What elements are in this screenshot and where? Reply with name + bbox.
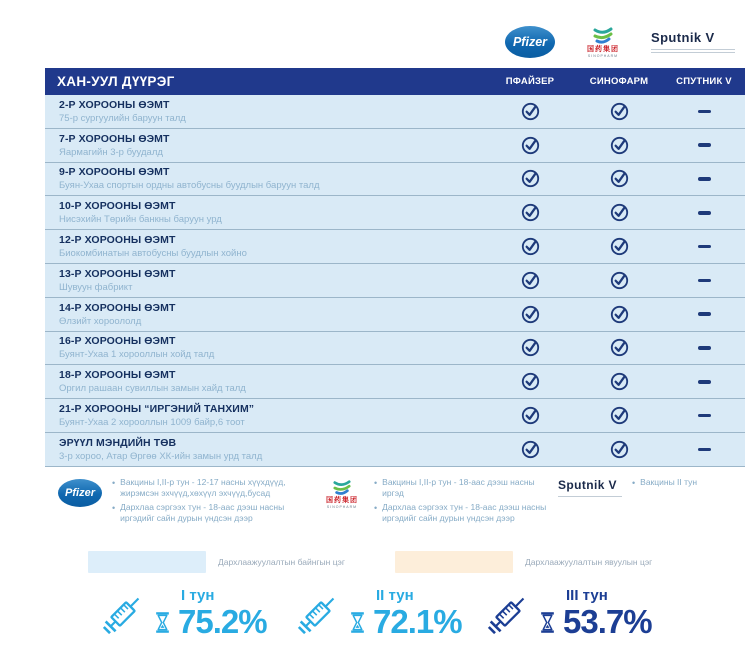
- note-item: [374, 477, 558, 500]
- cell-sputnik: [663, 346, 745, 350]
- site-address: Буянт-Ухаа 1 хорооллын хойд талд: [59, 349, 215, 361]
- dose-label: III тун: [566, 587, 608, 605]
- dash-icon: [698, 211, 711, 215]
- site-cell: [45, 268, 485, 293]
- cell-sinopharm: [575, 135, 663, 156]
- site-name: 18-Р ХОРООНЫ ӨЭМТ: [59, 369, 176, 382]
- dash-icon: [698, 312, 711, 316]
- check-icon: [609, 337, 630, 358]
- site-address: Биокомбинатын автобусны буудлын хойно: [59, 248, 247, 260]
- cell-sinopharm: [575, 439, 663, 460]
- cell-sputnik: [663, 245, 745, 249]
- site-address: Өлзийт хороололд: [59, 315, 142, 327]
- table-body: [45, 95, 745, 467]
- site-name: 13-Р ХОРООНЫ ӨЭМТ: [59, 267, 176, 280]
- sinopharm-logo: [320, 479, 364, 509]
- sputnik-notes: [632, 477, 697, 489]
- hourglass-icon: [538, 611, 557, 634]
- dash-icon: [698, 143, 711, 147]
- dose-label: II тун: [376, 587, 414, 605]
- sputnik-logo-text: Sputnik V: [651, 30, 715, 45]
- site-address: Буян-Ухаа спортын ордны автобусны буудлын баруун талд: [59, 180, 320, 192]
- table-header: [45, 68, 745, 95]
- cell-sputnik: [663, 110, 745, 114]
- sputnik-logo: [651, 31, 735, 53]
- table-row: [45, 365, 745, 399]
- column-header-pfizer: ПФАЙЗЕР: [505, 76, 555, 87]
- check-icon: [520, 101, 541, 122]
- cell-sputnik: [663, 177, 745, 181]
- syringe-icon: [95, 586, 151, 642]
- hourglass-icon: [348, 611, 367, 634]
- district-title: ХАН-УУЛ ДҮҮРЭГ: [57, 74, 175, 89]
- stat-dose-3: [480, 586, 652, 642]
- sinopharm-cn-text: 国药集团: [587, 46, 619, 54]
- permanent-point-swatch: [88, 551, 206, 573]
- cell-sinopharm: [575, 304, 663, 325]
- site-address: Оргил рашаан сувиллын замын хайд талд: [59, 383, 246, 395]
- site-name: 2-Р ХОРООНЫ ӨЭМТ: [59, 98, 170, 111]
- cell-pfizer: [485, 439, 575, 460]
- sputnik-logo: [558, 479, 622, 497]
- check-icon: [609, 236, 630, 257]
- bullet-icon: •: [374, 478, 378, 488]
- sputnik-note-group: [558, 477, 697, 497]
- check-icon: [609, 439, 630, 460]
- dash-icon: [698, 110, 711, 114]
- site-name: 12-Р ХОРООНЫ ӨЭМТ: [59, 234, 176, 247]
- site-cell: [45, 369, 485, 394]
- check-icon: [520, 236, 541, 257]
- mobile-point-swatch: [395, 551, 513, 573]
- cell-pfizer: [485, 135, 575, 156]
- pfizer-logo: [58, 479, 102, 507]
- sinopharm-note-group: [320, 477, 558, 525]
- check-icon: [609, 270, 630, 291]
- permanent-point-label: Дархлаажуулалтын байнгын цэг: [218, 557, 345, 567]
- cell-sputnik: [663, 380, 745, 384]
- sinopharm-mark-icon: [331, 479, 353, 497]
- cell-sinopharm: [575, 101, 663, 122]
- site-cell: [45, 99, 485, 124]
- sinopharm-logo: [581, 26, 625, 58]
- site-address: 3-р хороо, Атар Өргөө ХК-ийн замын урд талд: [59, 450, 263, 462]
- dose-percent: 53.7%: [563, 602, 652, 640]
- bullet-icon: •: [374, 502, 378, 513]
- note-text: Дархлаа сэргээх тун - 18-аас дээш насны иргэдийг сайн дурын үндсэн дээр: [382, 501, 547, 524]
- permanent-point-legend: [88, 551, 345, 573]
- pfizer-note-group: [58, 477, 320, 525]
- site-cell: [45, 166, 485, 191]
- sinopharm-notes: [374, 477, 558, 525]
- table-row: [45, 230, 745, 264]
- table-row: [45, 95, 745, 129]
- sinopharm-mark-icon: [591, 26, 615, 46]
- vaccine-notes-legend: [58, 477, 697, 525]
- sputnik-tagline-lines: [558, 494, 622, 497]
- stat-dose-2: [290, 586, 480, 642]
- sputnik-logo-text: Sputnik V: [558, 478, 617, 492]
- bullet-icon: •: [112, 478, 116, 488]
- cell-pfizer: [485, 405, 575, 426]
- dash-icon: [698, 380, 711, 384]
- table-row: [45, 433, 745, 467]
- column-header-sputnik: СПУТНИК V: [676, 76, 732, 87]
- site-name: 10-Р ХОРООНЫ ӨЭМТ: [59, 200, 176, 213]
- note-item: [374, 502, 558, 525]
- dash-icon: [698, 448, 711, 452]
- bullet-icon: •: [632, 478, 636, 488]
- dose-label: I тун: [181, 587, 215, 605]
- cell-pfizer: [485, 236, 575, 257]
- check-icon: [520, 202, 541, 223]
- table-row: [45, 163, 745, 197]
- cell-sputnik: [663, 211, 745, 215]
- cell-pfizer: [485, 168, 575, 189]
- pfizer-logo: [505, 26, 555, 58]
- cell-sinopharm: [575, 337, 663, 358]
- table-row: [45, 129, 745, 163]
- note-text: Вакцины II тун: [640, 477, 698, 487]
- cell-pfizer: [485, 304, 575, 325]
- cell-sinopharm: [575, 405, 663, 426]
- stat-dose-1: [95, 586, 290, 642]
- check-icon: [609, 304, 630, 325]
- check-icon: [520, 304, 541, 325]
- site-name: 9-Р ХОРООНЫ ӨЭМТ: [59, 166, 170, 179]
- cell-pfizer: [485, 337, 575, 358]
- cell-sinopharm: [575, 371, 663, 392]
- cell-sinopharm: [575, 202, 663, 223]
- syringe-icon: [290, 586, 346, 642]
- site-cell: [45, 234, 485, 259]
- site-name: 14-Р ХОРООНЫ ӨЭМТ: [59, 301, 176, 314]
- check-icon: [520, 371, 541, 392]
- hourglass-icon: [153, 611, 172, 634]
- dash-icon: [698, 414, 711, 418]
- cell-sputnik: [663, 414, 745, 418]
- cell-sputnik: [663, 312, 745, 316]
- syringe-icon: [480, 586, 536, 642]
- note-item: [112, 502, 310, 525]
- pfizer-notes: [112, 477, 310, 525]
- site-cell: [45, 403, 485, 428]
- note-text: Дархлаа сэргээх тун - 18-аас дээш насны иргэдийг сайн дурын үндсэн дээр: [120, 501, 285, 524]
- note-text: Вакцины I,II-р тун - 12-17 насны хүүхдүүд, жирэмсэн эхчүүд,хөхүүл эхчүүд,бусад: [120, 477, 286, 499]
- table-row: [45, 298, 745, 332]
- site-address: Шувуун фабрикт: [59, 281, 133, 293]
- site-cell: [45, 200, 485, 225]
- dose-stats: [95, 586, 652, 642]
- bullet-icon: •: [112, 502, 116, 513]
- site-name: ЭРҮҮЛ МЭНДИЙН ТӨВ: [59, 436, 177, 449]
- pfizer-logo-text: Pfizer: [512, 35, 548, 49]
- site-name: 21-Р ХОРООНЫ “ИРГЭНИЙ ТАНХИМ”: [59, 403, 255, 416]
- cell-sinopharm: [575, 270, 663, 291]
- site-name: 7-Р ХОРООНЫ ӨЭМТ: [59, 132, 170, 145]
- note-text: Вакцины I,II-р тун - 18-аас дээш насны иргэд: [382, 477, 535, 499]
- table-row: [45, 196, 745, 230]
- check-icon: [520, 135, 541, 156]
- dose-percent: 72.1%: [373, 602, 462, 640]
- check-icon: [520, 439, 541, 460]
- check-icon: [609, 371, 630, 392]
- site-cell: [45, 133, 485, 158]
- site-address: Яармагийн 3-р буудалд: [59, 146, 163, 158]
- mobile-point-label: Дархлаажуулалтын явуулын цэг: [525, 557, 653, 567]
- sinopharm-en-text: SINOPHARM: [326, 504, 358, 509]
- check-icon: [520, 337, 541, 358]
- cell-sinopharm: [575, 168, 663, 189]
- site-address: Буянт-Ухаа 2 хорооллын 1009 байр,6 тоот: [59, 417, 245, 429]
- dash-icon: [698, 177, 711, 181]
- check-icon: [609, 101, 630, 122]
- site-cell: [45, 335, 485, 360]
- check-icon: [609, 202, 630, 223]
- vaccine-table: [45, 68, 745, 467]
- site-address: 75-р сургуулийн баруун талд: [59, 112, 186, 124]
- dash-icon: [698, 346, 711, 350]
- dash-icon: [698, 279, 711, 283]
- cell-pfizer: [485, 101, 575, 122]
- sinopharm-en-text: SINOPHARM: [587, 53, 619, 58]
- cell-pfizer: [485, 371, 575, 392]
- table-row: [45, 332, 745, 366]
- table-row: [45, 399, 745, 433]
- column-header-sinopharm: СИНОФАРМ: [589, 76, 649, 87]
- site-cell: [45, 302, 485, 327]
- site-cell: [45, 437, 485, 462]
- check-icon: [609, 168, 630, 189]
- site-address: Нисэхийн Төрийн банкны баруун урд: [59, 214, 222, 226]
- check-icon: [609, 405, 630, 426]
- dose-percent: 75.2%: [178, 602, 267, 640]
- pfizer-logo-text: Pfizer: [65, 487, 95, 499]
- cell-sputnik: [663, 279, 745, 283]
- site-name: 16-Р ХОРООНЫ ӨЭМТ: [59, 335, 176, 348]
- note-item: [632, 477, 697, 489]
- cell-sputnik: [663, 448, 745, 452]
- check-icon: [609, 135, 630, 156]
- cell-pfizer: [485, 202, 575, 223]
- note-item: [112, 477, 310, 500]
- mobile-point-legend: [395, 551, 652, 573]
- cell-pfizer: [485, 270, 575, 291]
- dash-icon: [698, 245, 711, 249]
- check-icon: [520, 168, 541, 189]
- check-icon: [520, 270, 541, 291]
- table-row: [45, 264, 745, 298]
- sputnik-tagline-lines: [651, 47, 735, 53]
- brand-logos: [505, 26, 735, 58]
- sinopharm-cn-text: 国药集团: [326, 497, 358, 504]
- cell-sputnik: [663, 143, 745, 147]
- cell-sinopharm: [575, 236, 663, 257]
- check-icon: [520, 405, 541, 426]
